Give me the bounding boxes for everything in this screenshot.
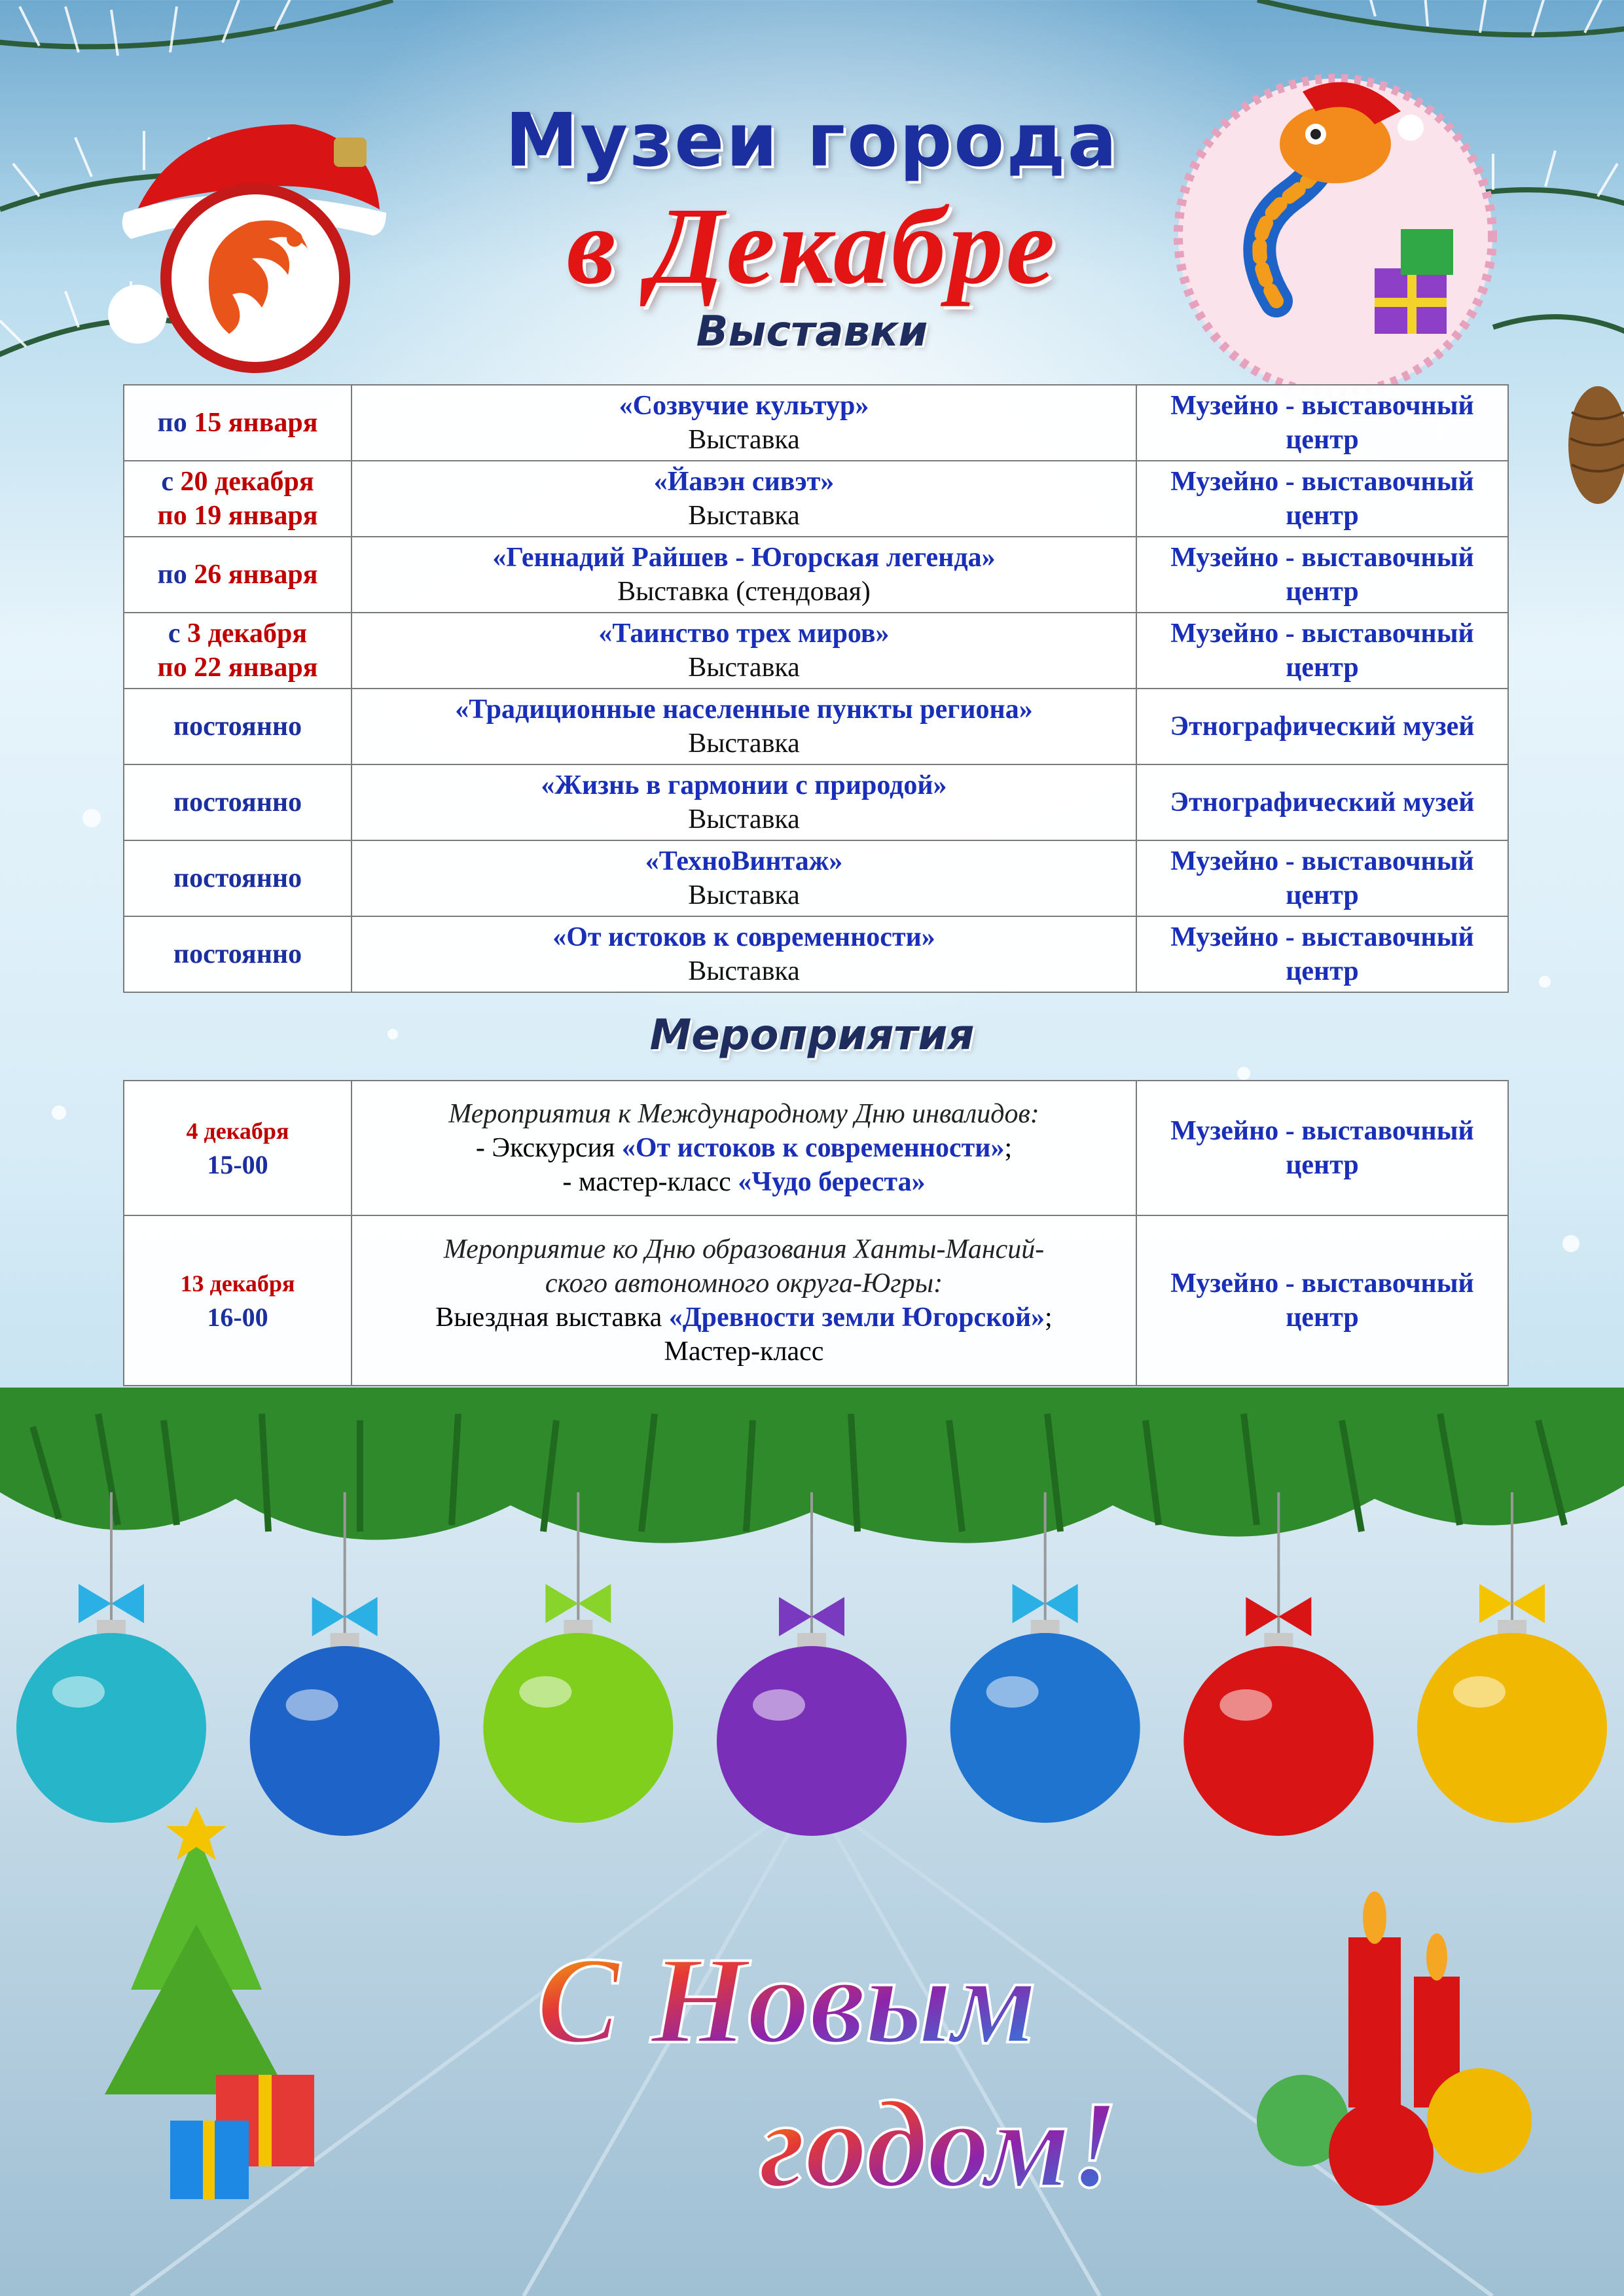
ornament-shine [286,1689,338,1721]
ornament-shine [52,1676,105,1708]
ornament-ball [717,1646,907,1836]
exhibition-place: Музейно - выставочный центр [1136,613,1508,689]
page-subtitle: в Декабре [566,185,1058,307]
event-description: Мероприятие ко Дню образования Ханты-Мансий- ского автономного округа-Югры: Выездная выставка «Древности земли Югорской»; Мастер-класс [352,1215,1136,1386]
event-date: 4 декабря 15-00 [124,1081,352,1215]
exhibition-name: «От истоков к современности» Выставка [352,916,1136,992]
exhibition-date: постоянно [124,840,352,916]
exhibition-date: по 15 января [124,385,352,461]
event-place: Музейно - выставочный центр [1136,1215,1508,1386]
table-row [124,613,1508,689]
ornament-shine [519,1676,571,1708]
exhibition-name: «ТехноВинтаж» Выставка [352,840,1136,916]
table-row [124,840,1508,916]
table-row [124,764,1508,840]
exhibition-date: постоянно [124,916,352,992]
exhibition-name: «Жизнь в гармонии с природой» Выставка [352,764,1136,840]
page-title: Музеи города [505,98,1119,183]
ornament-ball [483,1633,673,1823]
exhibition-place: Музейно - выставочный центр [1136,840,1508,916]
table-row [124,537,1508,613]
ornament-shine [753,1689,805,1721]
exhibition-name: «Геннадий Райшев - Югорская легенда» Выставка (стендовая) [352,537,1136,613]
events-table [123,1080,1509,1386]
table-row [124,461,1508,537]
ornament-ball [1183,1646,1373,1836]
ornament-ball [250,1646,440,1836]
events-heading: Мероприятия [649,1011,975,1060]
event-place: Музейно - выставочный центр [1136,1081,1508,1215]
ornament-shine [1219,1689,1272,1721]
ornament-ball [1417,1633,1607,1823]
exhibition-place: Музейно - выставочный центр [1136,461,1508,537]
greeting-line-2: годом! [759,2076,1119,2214]
exhibition-place: Музейно - выставочный центр [1136,537,1508,613]
exhibition-name: «Йавэн сивэт» Выставка [352,461,1136,537]
exhibition-date: с 3 декабря по 22 января [124,613,352,689]
table-row [124,916,1508,992]
event-description: Мероприятия к Международному Дню инвалидов: - Экскурсия «От истоков к современности»; - мастер-класс «Чудо береста» [352,1081,1136,1215]
table-row [124,689,1508,764]
exhibition-place: Музейно - выставочный центр [1136,385,1508,461]
exhibition-date: постоянно [124,764,352,840]
exhibition-name: «Традиционные населенные пункты региона» Выставка [352,689,1136,764]
exhibition-place: Этнографический музей [1136,764,1508,840]
new-year-greeting [511,1918,1178,2225]
exhibition-name: «Созвучие культур» Выставка [352,385,1136,461]
ornament-shine [986,1676,1039,1708]
pine-cone-icon [1545,367,1624,511]
ornament-shine [1453,1676,1506,1708]
exhibition-date: с 20 декабря по 19 января [124,461,352,537]
ornament-ball [950,1633,1140,1823]
event-date: 13 декабря 16-00 [124,1215,352,1386]
exhibition-place: Этнографический музей [1136,689,1508,764]
ornament-ball [16,1633,206,1823]
exhibition-place: Музейно - выставочный центр [1136,916,1508,992]
exhibitions-heading: Выставки [696,308,928,356]
exhibition-date: постоянно [124,689,352,764]
table-row [124,385,1508,461]
greeting-line-1: С Новым [537,1932,1037,2070]
exhibition-name: «Таинство трех миров» Выставка [352,613,1136,689]
exhibition-date: по 26 января [124,537,352,613]
exhibitions-table [123,384,1509,993]
table-row [124,1215,1508,1386]
table-row [124,1081,1508,1215]
